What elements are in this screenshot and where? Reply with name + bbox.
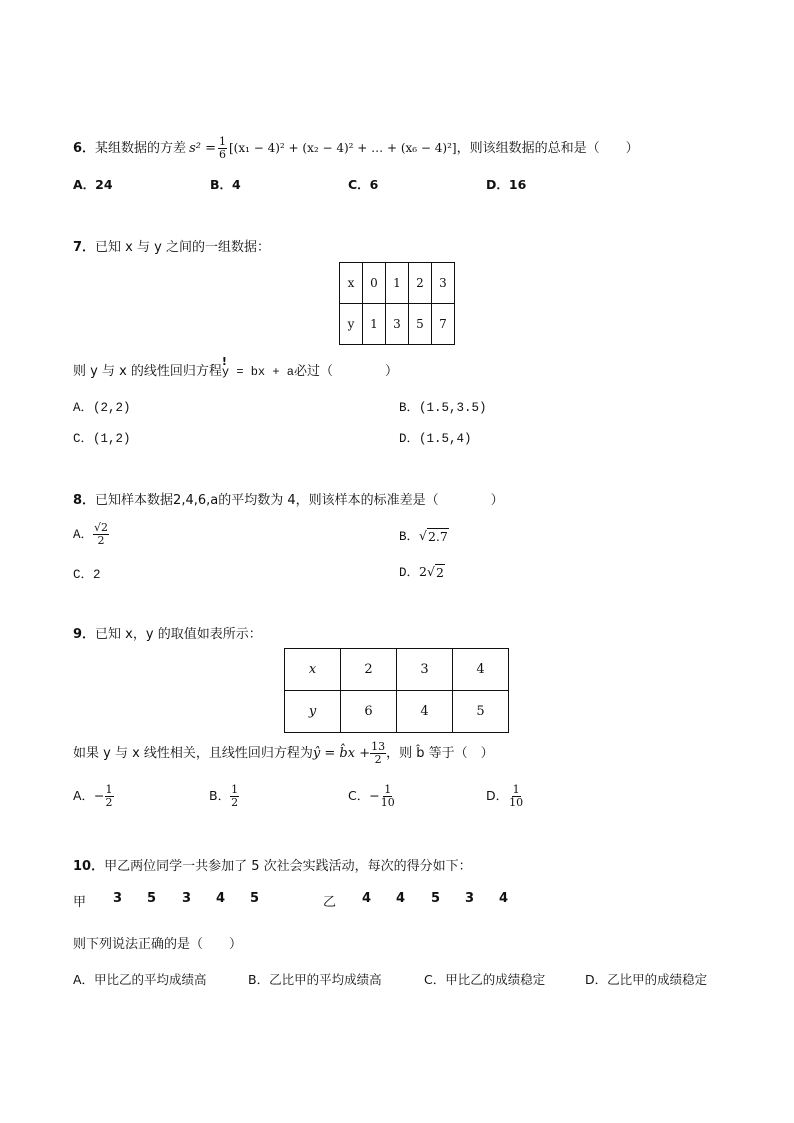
table-cell: 3 bbox=[432, 263, 455, 304]
score-label-yi: 乙 bbox=[323, 895, 337, 910]
square-root: √ 2 bbox=[426, 564, 444, 580]
option-c[interactable]: C．− $\frac{1}{10}$ bbox=[348, 783, 395, 809]
option-c[interactable]: C．甲比乙的成绩稳定 bbox=[424, 972, 546, 987]
option-b[interactable]: B．(1.5,3.5) bbox=[399, 401, 487, 415]
option-b[interactable]: B． $\frac{1}{2}$ bbox=[209, 783, 239, 809]
table-cell: 2 bbox=[409, 263, 432, 304]
option-a[interactable]: A． $\frac{√2}{2}$ bbox=[73, 521, 109, 547]
question-10-prompt: 则下列说法正确的是（ ） bbox=[73, 937, 243, 952]
option-c[interactable]: C．2 bbox=[73, 568, 101, 582]
option-d[interactable]: D．2√ 2 bbox=[399, 564, 444, 580]
fraction: $\frac{1}{10}$ bbox=[380, 783, 395, 809]
question-text: 已知 x 与 y 之间的一组数据： bbox=[95, 240, 270, 255]
regression-equation: ! y = bx + a bbox=[221, 355, 294, 379]
question-text: 如果 y 与 x 线性相关，且线性回归方程为 bbox=[73, 746, 313, 761]
table-cell: 4 bbox=[397, 691, 453, 733]
question-9-prompt bbox=[73, 738, 494, 770]
score-yi-3: 5 bbox=[431, 891, 441, 906]
formula-fraction: $\frac{1}{6}$ bbox=[218, 135, 226, 161]
table-cell: x bbox=[285, 649, 341, 691]
option-b[interactable]: B．√ 2.7 bbox=[399, 528, 448, 544]
score-yi-5: 4 bbox=[499, 891, 509, 906]
formula-body: [(x₁ − 4)² + (x₂ − 4)² + … + (x₆ − 4)²] bbox=[228, 141, 457, 155]
question-7-prompt bbox=[73, 355, 398, 379]
score-jia-3: 3 bbox=[182, 891, 192, 906]
option-a[interactable]: A．24 bbox=[73, 177, 113, 192]
score-yi-1: 4 bbox=[362, 891, 372, 906]
fraction: $\frac{1}{10}$ bbox=[509, 783, 524, 809]
table-cell: 3 bbox=[386, 304, 409, 345]
fraction: $\frac{1}{2}$ bbox=[105, 783, 113, 809]
question-text: 甲乙两位同学一共参加了 5 次社会实践活动，每次的得分如下： bbox=[104, 859, 472, 874]
table-cell: 3 bbox=[397, 649, 453, 691]
question-number: 7． bbox=[73, 240, 96, 255]
fraction: $\frac{1}{2}$ bbox=[231, 783, 239, 809]
option-b[interactable]: B．4 bbox=[210, 177, 241, 192]
table-cell: y bbox=[285, 691, 341, 733]
question-number: 8． bbox=[73, 493, 96, 508]
question-text: 已知样本数据2,4,6,a的平均数为 4，则该样本的标准差是（ ） bbox=[95, 493, 504, 508]
option-c[interactable]: C．(1,2) bbox=[73, 432, 131, 446]
table-row bbox=[285, 691, 509, 733]
question-text: 则 y 与 x 的线性回归方程 bbox=[73, 364, 222, 379]
question-text-suffix: ，则 b̂ 等于（ ） bbox=[386, 746, 494, 761]
question-8-stem bbox=[73, 489, 504, 508]
table-row bbox=[340, 304, 455, 345]
score-jia-2: 5 bbox=[147, 891, 157, 906]
table-cell: 4 bbox=[453, 649, 509, 691]
option-d[interactable]: D． $\frac{1}{10}$ bbox=[486, 783, 524, 809]
table-cell: y bbox=[340, 304, 363, 345]
score-jia-5: 5 bbox=[250, 891, 260, 906]
option-d[interactable]: D．16 bbox=[486, 177, 527, 192]
question-text: 已知 x，y 的取值如表所示： bbox=[95, 627, 262, 642]
data-table-q7 bbox=[339, 262, 455, 345]
score-label-jia: 甲 bbox=[73, 895, 87, 910]
option-a[interactable]: A．甲比乙的平均成绩高 bbox=[73, 972, 207, 987]
question-number: 10． bbox=[73, 859, 105, 874]
equation-lhs: ŷ = b̂x + bbox=[312, 746, 371, 761]
option-a[interactable]: A．− $\frac{1}{2}$ bbox=[73, 783, 113, 809]
question-text: 某组数据的方差 bbox=[95, 141, 187, 156]
option-d[interactable]: D．(1.5,4) bbox=[399, 432, 472, 446]
table-cell: 2 bbox=[341, 649, 397, 691]
table-cell: 5 bbox=[453, 691, 509, 733]
score-jia-4: 4 bbox=[216, 891, 226, 906]
table-row bbox=[285, 649, 509, 691]
score-yi-4: 3 bbox=[465, 891, 475, 906]
hat-mark: ! bbox=[221, 355, 227, 368]
table-cell: 5 bbox=[409, 304, 432, 345]
question-text-suffix: 必过（ ） bbox=[293, 364, 398, 379]
score-jia-1: 3 bbox=[113, 891, 123, 906]
question-number: 6． bbox=[73, 141, 96, 156]
data-table-q9 bbox=[284, 648, 509, 733]
question-6-stem bbox=[73, 136, 639, 160]
option-b[interactable]: B．乙比甲的平均成绩高 bbox=[248, 972, 382, 987]
fraction: $\frac{13}{2}$ bbox=[371, 740, 386, 766]
option-d[interactable]: D．乙比甲的成绩稳定 bbox=[585, 972, 708, 987]
table-cell: 6 bbox=[341, 691, 397, 733]
table-cell: 0 bbox=[363, 263, 386, 304]
square-root: √ 2.7 bbox=[419, 528, 448, 544]
fraction: $\frac{√2}{2}$ bbox=[94, 521, 109, 547]
option-c[interactable]: C．6 bbox=[348, 177, 379, 192]
question-9-stem bbox=[73, 623, 262, 642]
table-cell: x bbox=[340, 263, 363, 304]
table-cell: 1 bbox=[363, 304, 386, 345]
table-cell: 7 bbox=[432, 304, 455, 345]
score-yi-2: 4 bbox=[396, 891, 406, 906]
table-row bbox=[340, 263, 455, 304]
table-cell: 1 bbox=[386, 263, 409, 304]
question-number: 9． bbox=[73, 627, 96, 642]
option-a[interactable]: A．(2,2) bbox=[73, 401, 131, 415]
question-10-stem bbox=[73, 855, 472, 874]
question-7-stem bbox=[73, 236, 270, 255]
formula-lhs: s² = bbox=[189, 141, 216, 156]
question-text-suffix: ，则该组数据的总和是（ ） bbox=[456, 141, 639, 156]
